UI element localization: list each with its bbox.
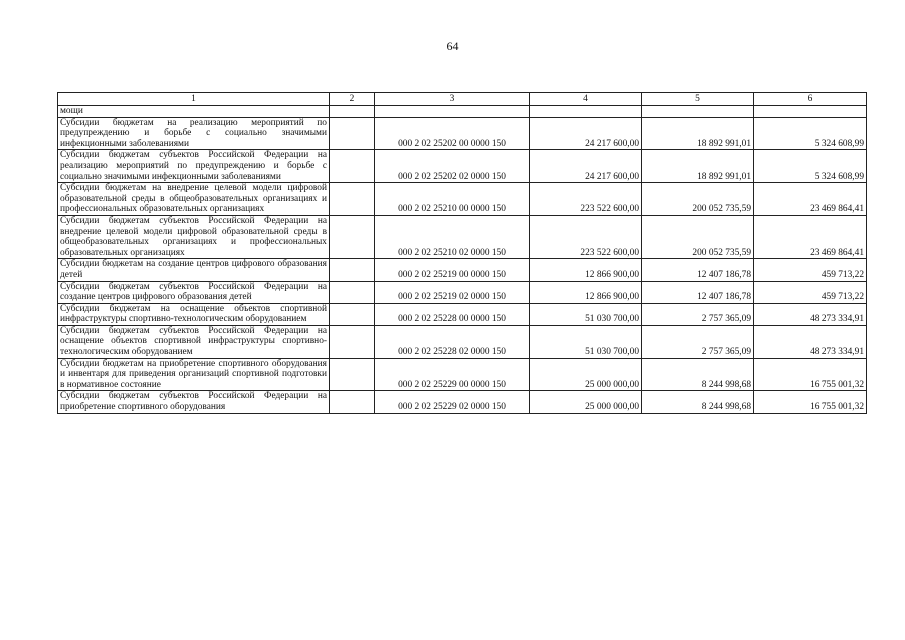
column-2-cell — [330, 259, 375, 281]
column-header: 4 — [530, 93, 642, 106]
description-cell: Субсидии бюджетам субъектов Российской Федерации на оснащение объектов спортивной инфраструктуры спортивно-технологическим оборудованием — [58, 325, 330, 358]
amount-cell: 459 713,22 — [754, 259, 867, 281]
amount-cell: 16 755 001,32 — [754, 358, 867, 391]
column-2-cell — [330, 303, 375, 325]
budget-code-cell — [375, 106, 530, 118]
budget-table — [57, 92, 867, 414]
description-cell: Субсидии бюджетам субъектов Российской Федерации на реализацию мероприятий по предупреждению и борьбе с социально значимыми инфекционными заболеваниями — [58, 150, 330, 183]
amount-cell: 25 000 000,00 — [530, 391, 642, 413]
table-row — [58, 183, 867, 216]
column-2-cell — [330, 215, 375, 258]
table-row — [58, 259, 867, 281]
column-header: 5 — [642, 93, 754, 106]
description-cell: Субсидии бюджетам на приобретение спортивного оборудования и инвентаря для приведения организаций спортивной подготовки в нормативное состояние — [58, 358, 330, 391]
table-row — [58, 106, 867, 118]
budget-code-cell: 000 2 02 25202 02 0000 150 — [375, 150, 530, 183]
amount-cell: 51 030 700,00 — [530, 303, 642, 325]
column-2-cell — [330, 358, 375, 391]
column-header: 6 — [754, 93, 867, 106]
amount-cell: 5 324 608,99 — [754, 117, 867, 150]
table-row — [58, 215, 867, 258]
budget-code-cell: 000 2 02 25210 02 0000 150 — [375, 215, 530, 258]
table-row — [58, 358, 867, 391]
description-cell: Субсидии бюджетам на внедрение целевой модели цифровой образовательной среды в общеобразовательных организациях и профессиональных образовательных организациях — [58, 183, 330, 216]
amount-cell: 12 866 900,00 — [530, 281, 642, 303]
table-row — [58, 117, 867, 150]
amount-cell: 24 217 600,00 — [530, 117, 642, 150]
column-2-cell — [330, 183, 375, 216]
budget-code-cell: 000 2 02 25228 02 0000 150 — [375, 325, 530, 358]
column-2-cell — [330, 117, 375, 150]
budget-code-cell: 000 2 02 25229 00 0000 150 — [375, 358, 530, 391]
amount-cell: 48 273 334,91 — [754, 303, 867, 325]
description-cell: мощи — [58, 106, 330, 118]
column-2-cell — [330, 391, 375, 413]
header-row — [58, 93, 867, 106]
amount-cell: 2 757 365,09 — [642, 325, 754, 358]
description-cell: Субсидии бюджетам субъектов Российской Федерации на внедрение целевой модели цифровой образовательной среды в общеобразовательных организациях и профессиональных образовательных организациях — [58, 215, 330, 258]
amount-cell: 2 757 365,09 — [642, 303, 754, 325]
amount-cell: 200 052 735,59 — [642, 215, 754, 258]
budget-code-cell: 000 2 02 25219 00 0000 150 — [375, 259, 530, 281]
amount-cell: 48 273 334,91 — [754, 325, 867, 358]
description-cell: Субсидии бюджетам на оснащение объектов спортивной инфраструктуры спортивно-технологическим оборудованием — [58, 303, 330, 325]
description-cell: Субсидии бюджетам субъектов Российской Федерации на приобретение спортивного оборудования — [58, 391, 330, 413]
table-row — [58, 281, 867, 303]
amount-cell: 16 755 001,32 — [754, 391, 867, 413]
budget-code-cell: 000 2 02 25229 02 0000 150 — [375, 391, 530, 413]
amount-cell: 12 407 186,78 — [642, 259, 754, 281]
amount-cell: 25 000 000,00 — [530, 358, 642, 391]
column-header: 3 — [375, 93, 530, 106]
amount-cell: 12 866 900,00 — [530, 259, 642, 281]
amount-cell: 24 217 600,00 — [530, 150, 642, 183]
table-row — [58, 303, 867, 325]
budget-code-cell: 000 2 02 25219 02 0000 150 — [375, 281, 530, 303]
description-cell: Субсидии бюджетам на реализацию мероприятий по предупреждению и борьбе с социально значимыми инфекционными заболеваниями — [58, 117, 330, 150]
column-2-cell — [330, 325, 375, 358]
amount-cell: 18 892 991,01 — [642, 150, 754, 183]
amount-cell: 459 713,22 — [754, 281, 867, 303]
amount-cell: 8 244 998,68 — [642, 391, 754, 413]
description-cell: Субсидии бюджетам на создание центров цифрового образования детей — [58, 259, 330, 281]
column-2-cell — [330, 106, 375, 118]
column-2-cell — [330, 150, 375, 183]
amount-cell: 12 407 186,78 — [642, 281, 754, 303]
amount-cell: 5 324 608,99 — [754, 150, 867, 183]
table-row — [58, 391, 867, 413]
column-2-cell — [330, 281, 375, 303]
amount-cell — [530, 106, 642, 118]
amount-cell: 18 892 991,01 — [642, 117, 754, 150]
amount-cell — [754, 106, 867, 118]
amount-cell: 51 030 700,00 — [530, 325, 642, 358]
amount-cell: 23 469 864,41 — [754, 215, 867, 258]
amount-cell: 8 244 998,68 — [642, 358, 754, 391]
budget-code-cell: 000 2 02 25202 00 0000 150 — [375, 117, 530, 150]
amount-cell — [642, 106, 754, 118]
page-number: 64 — [446, 39, 459, 53]
budget-code-cell: 000 2 02 25210 00 0000 150 — [375, 183, 530, 216]
table-row — [58, 150, 867, 183]
table-row — [58, 325, 867, 358]
column-header: 1 — [58, 93, 330, 106]
amount-cell: 23 469 864,41 — [754, 183, 867, 216]
amount-cell: 223 522 600,00 — [530, 215, 642, 258]
amount-cell: 223 522 600,00 — [530, 183, 642, 216]
description-cell: Субсидии бюджетам субъектов Российской Федерации на создание центров цифрового образования детей — [58, 281, 330, 303]
amount-cell: 200 052 735,59 — [642, 183, 754, 216]
budget-code-cell: 000 2 02 25228 00 0000 150 — [375, 303, 530, 325]
column-header: 2 — [330, 93, 375, 106]
